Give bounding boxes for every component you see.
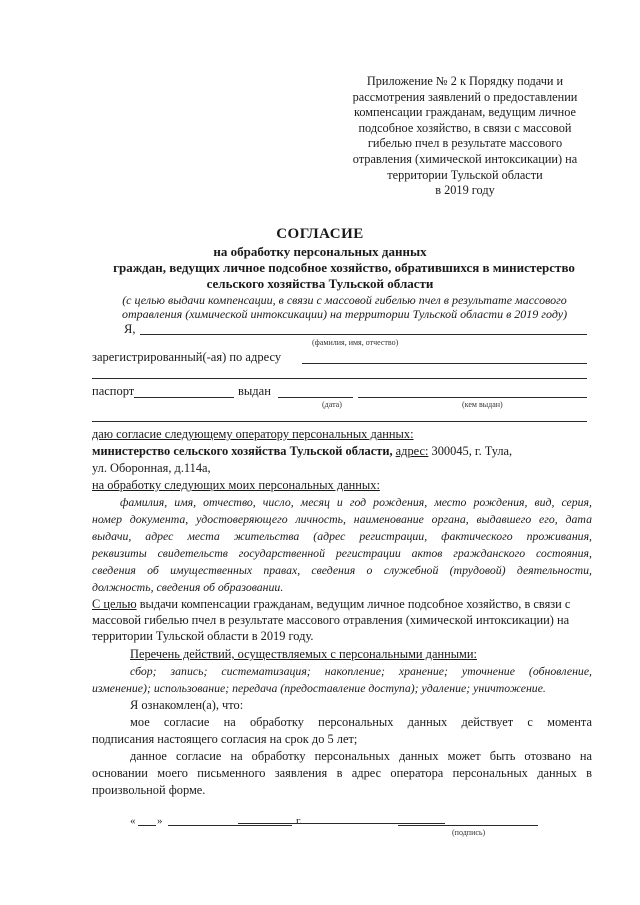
appendix-line: Приложение № 2 к Порядку подачи и bbox=[366, 74, 564, 88]
ack-intro: Я ознакомлен(а), что: bbox=[130, 698, 244, 712]
data-list-last-line: должность, сведения об образовании. bbox=[92, 580, 284, 594]
purpose-label: С целью bbox=[92, 597, 137, 611]
address-label: адрес: bbox=[395, 444, 429, 458]
ack-item-2-line-3: произвольной форме. bbox=[92, 783, 206, 797]
document-title: СОГЛАСИЕ bbox=[276, 226, 364, 242]
date-caption: (дата) bbox=[322, 400, 342, 409]
issued-label: выдан bbox=[238, 384, 271, 398]
operator-address-1: 300045, г. Тула, bbox=[431, 444, 513, 458]
passport-number-field[interactable] bbox=[134, 397, 234, 398]
data-list-line: фамилия, имя, отчество, число, месяц и год рождения, место рождения, вид, серия, bbox=[120, 495, 592, 509]
issuer-field-continuation[interactable] bbox=[92, 421, 587, 422]
ack-item-1-line: мое согласие на обработку персональных данных действует с момента bbox=[130, 715, 592, 729]
address-field-continuation[interactable] bbox=[92, 378, 587, 379]
purpose-line-1 bbox=[92, 596, 570, 613]
data-list-line: реквизиты свидетельств государственной регистрации актов гражданского состояния, bbox=[92, 546, 592, 560]
month-field[interactable] bbox=[168, 825, 292, 826]
ack-item-1-line-2: подписания настоящего согласия на срок до 5 лет; bbox=[92, 732, 358, 746]
issuer-caption: (кем выдан) bbox=[462, 400, 503, 409]
passport-label: паспорт bbox=[92, 384, 135, 398]
date-quote-open: « bbox=[130, 815, 136, 827]
ack-item-2-line: данное согласие на обработку персональных данных может быть отозвано на bbox=[130, 749, 592, 763]
consent-operator-line: даю согласие следующему оператору персональных данных: bbox=[92, 427, 414, 441]
actions-line-2: изменение); использование; передача (предоставление доступа); удаление; уничтожение. bbox=[92, 681, 546, 695]
signature-caption: (подпись) bbox=[452, 828, 486, 837]
data-list-intro: на обработку следующих моих персональных данных: bbox=[92, 478, 380, 492]
purpose-line-3: территории Тульской области в 2019 году. bbox=[92, 629, 314, 643]
ack-item-1 bbox=[130, 714, 592, 731]
issue-date-field[interactable] bbox=[278, 397, 353, 398]
actions-line: сбор; запись; систематизация; накопление; хранение; уточнение (обновление, bbox=[130, 664, 592, 678]
date-quote-close: » bbox=[157, 815, 163, 827]
issuer-field[interactable] bbox=[358, 397, 587, 398]
operator-name: министерство сельского хозяйства Тульской области, bbox=[92, 444, 393, 458]
operator-address-2: ул. Оборонная, д.114а, bbox=[92, 461, 211, 475]
purpose-line-2: массовой гибелью пчел в результате массового отравления (химической интоксикации) на bbox=[92, 613, 570, 627]
data-list-body bbox=[92, 494, 592, 579]
year-suffix: г. bbox=[296, 815, 303, 827]
purpose-text: выдачи компенсации гражданам, ведущим личное подсобное хозяйство, в связи с bbox=[139, 597, 571, 611]
purpose-subtitle-line: отравления (химической интоксикации) на территории Тульской области в 2019 году) bbox=[121, 307, 568, 321]
title-line-3: сельского хозяйства Тульской области bbox=[206, 276, 434, 291]
purpose-subtitle bbox=[92, 293, 597, 321]
fio-field[interactable] bbox=[140, 334, 587, 335]
operator-line bbox=[92, 443, 512, 460]
ack-item-2 bbox=[130, 748, 592, 765]
signature-field[interactable] bbox=[398, 825, 538, 826]
appendix-line: территории Тульской области bbox=[387, 167, 543, 182]
appendix-line: отравления (химической интоксикации) на bbox=[352, 151, 578, 166]
purpose-subtitle-line: (с целью выдачи компенсации, в связи с массовой гибелью пчел в результате массового bbox=[122, 293, 567, 307]
appendix-line: рассмотрения заявлений о предоставлении bbox=[352, 89, 578, 104]
title-line-2: граждан, ведущих личное подсобное хозяйство, обратившихся в министерство bbox=[113, 260, 575, 275]
appendix-note bbox=[334, 74, 596, 199]
full-name-field[interactable] bbox=[238, 823, 445, 824]
data-list-line: номер документа, удостоверяющего личность, наименование органа, выдавшего его, дата bbox=[92, 512, 592, 526]
address-field[interactable] bbox=[302, 363, 587, 364]
data-list-line: выдачи, адрес места жительства (адрес регистрации, фактического проживания, bbox=[92, 529, 592, 543]
appendix-line: компенсации гражданам, ведущим личное bbox=[354, 105, 576, 120]
fio-caption: (фамилия, имя, отчество) bbox=[312, 338, 399, 347]
title-line-1: на обработку персональных данных bbox=[213, 244, 427, 259]
registered-label: зарегистрированный(-ая) по адресу bbox=[92, 350, 282, 364]
ack-item-2-cont bbox=[92, 765, 592, 782]
appendix-line: подсобное хозяйство, в связи с массовой bbox=[358, 120, 572, 135]
day-field[interactable] bbox=[138, 825, 156, 826]
data-list-line: сведения об имущественных правах, сведения о служебной (трудовой) деятельности, bbox=[92, 563, 592, 577]
appendix-line: гибелью пчел в результате массового bbox=[367, 136, 563, 151]
appendix-line: в 2019 году bbox=[435, 183, 495, 198]
i-label: Я, bbox=[124, 322, 136, 336]
actions-heading: Перечень действий, осуществляемых с персональными данными: bbox=[130, 647, 477, 661]
ack-item-2-line: основании моего письменного заявления в адрес оператора персональных данных в bbox=[92, 766, 592, 780]
actions-body bbox=[92, 663, 592, 680]
